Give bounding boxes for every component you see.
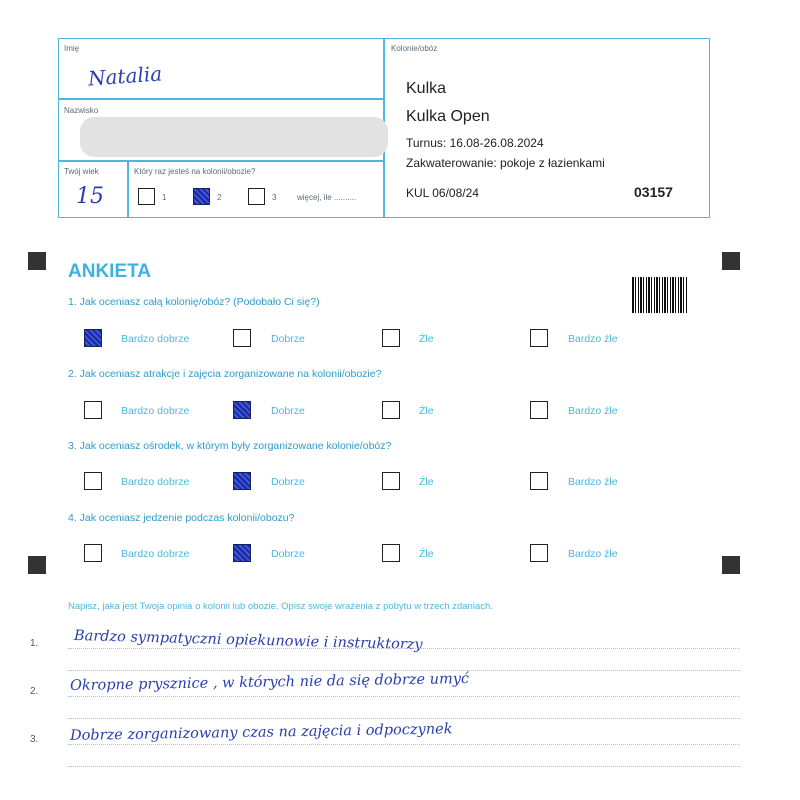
times-option-label: 3 bbox=[272, 193, 277, 202]
surname-label: Nazwisko bbox=[64, 106, 99, 115]
option-label: Dobrze bbox=[271, 548, 305, 560]
q1-option-zle[interactable] bbox=[382, 329, 400, 347]
line-number: 1. bbox=[30, 638, 39, 649]
surname-redaction bbox=[80, 117, 388, 157]
header-divider bbox=[127, 160, 129, 218]
first-name-label: Imię bbox=[64, 44, 80, 53]
question-text: 4. Jak oceniasz jedzenie podczas kolonii/obozu? bbox=[68, 512, 295, 524]
opinion-answer-1[interactable]: Bardzo sympatyczni opiekunowie i instruktorzy bbox=[73, 628, 423, 654]
times-option-label: 1 bbox=[162, 193, 167, 202]
opinion-prompt: Napisz, jaka jest Twoja opinia o kolonii lub obozie. Opisz swoje wrażenia z pobytu w trzech zdaniach. bbox=[68, 601, 493, 612]
form-number: 03157 bbox=[634, 184, 673, 200]
times-checkbox-2[interactable] bbox=[193, 188, 210, 205]
accommodation: Zakwaterowanie: pokoje z łazienkami bbox=[406, 156, 605, 170]
option-label: Bardzo dobrze bbox=[121, 548, 190, 560]
q3-option-zle[interactable] bbox=[382, 472, 400, 490]
camp-code: KUL 06/08/24 bbox=[406, 186, 479, 200]
option-label: Bardzo źle bbox=[568, 405, 618, 417]
header-divider bbox=[58, 98, 384, 100]
opinion-answer-3[interactable]: Dobrze zorganizowany czas na zajęcia i odpoczynek bbox=[69, 721, 453, 744]
q4-option-dobrze[interactable] bbox=[233, 544, 251, 562]
q2-option-bardzo-zle[interactable] bbox=[530, 401, 548, 419]
survey-title: ANKIETA bbox=[68, 261, 152, 282]
q2-option-zle[interactable] bbox=[382, 401, 400, 419]
times-option-label: 2 bbox=[217, 193, 222, 202]
option-label: Bardzo dobrze bbox=[121, 405, 190, 417]
q4-option-zle[interactable] bbox=[382, 544, 400, 562]
registration-marker bbox=[28, 556, 46, 574]
first-name-value[interactable]: Natalia bbox=[87, 61, 163, 91]
writing-line bbox=[68, 696, 740, 697]
option-label: Dobrze bbox=[271, 476, 305, 488]
registration-marker bbox=[722, 252, 740, 270]
age-value[interactable]: 15 bbox=[76, 184, 104, 209]
option-label: Bardzo źle bbox=[568, 333, 618, 345]
q1-option-bardzo-dobrze[interactable] bbox=[84, 329, 102, 347]
writing-line bbox=[68, 766, 740, 767]
registration-marker bbox=[722, 556, 740, 574]
writing-line bbox=[68, 718, 740, 719]
opinion-answer-2[interactable]: Okropne prysznice , w których nie da się dobrze umyć bbox=[69, 671, 470, 694]
times-checkbox-1[interactable] bbox=[138, 188, 155, 205]
camp-sub: Kulka Open bbox=[406, 108, 490, 125]
option-label: Źle bbox=[419, 548, 434, 560]
times-checkbox-3[interactable] bbox=[248, 188, 265, 205]
q4-option-bardzo-dobrze[interactable] bbox=[84, 544, 102, 562]
camp-name: Kulka bbox=[406, 80, 447, 97]
q4-option-bardzo-zle[interactable] bbox=[530, 544, 548, 562]
q3-option-dobrze[interactable] bbox=[233, 472, 251, 490]
option-label: Dobrze bbox=[271, 333, 305, 345]
barcode bbox=[632, 277, 687, 313]
option-label: Bardzo dobrze bbox=[121, 333, 190, 345]
times-label: Który raz jesteś na kolonii/obozie? bbox=[134, 167, 256, 176]
writing-line bbox=[68, 648, 740, 649]
line-number: 3. bbox=[30, 734, 39, 745]
option-label: Źle bbox=[419, 476, 434, 488]
question-text: 3. Jak oceniasz ośrodek, w którym były zorganizowane kolonie/obóz? bbox=[68, 440, 392, 452]
q3-option-bardzo-zle[interactable] bbox=[530, 472, 548, 490]
q3-option-bardzo-dobrze[interactable] bbox=[84, 472, 102, 490]
q2-option-bardzo-dobrze[interactable] bbox=[84, 401, 102, 419]
question-text: 2. Jak oceniasz atrakcje i zajęcia zorganizowane na kolonii/obozie? bbox=[68, 368, 382, 380]
header-divider bbox=[58, 160, 384, 162]
option-label: Dobrze bbox=[271, 405, 305, 417]
times-more-label: więcej, ile .......... bbox=[297, 193, 357, 202]
question-text: 1. Jak oceniasz całą kolonię/obóz? (Podobało Ci się?) bbox=[68, 296, 320, 308]
registration-marker bbox=[28, 252, 46, 270]
q1-option-bardzo-zle[interactable] bbox=[530, 329, 548, 347]
q2-option-dobrze[interactable] bbox=[233, 401, 251, 419]
option-label: Bardzo źle bbox=[568, 548, 618, 560]
age-label: Twój wiek bbox=[64, 167, 99, 176]
writing-line bbox=[68, 670, 740, 671]
option-label: Bardzo źle bbox=[568, 476, 618, 488]
turnus: Turnus: 16.08-26.08.2024 bbox=[406, 136, 544, 150]
option-label: Bardzo dobrze bbox=[121, 476, 190, 488]
line-number: 2. bbox=[30, 686, 39, 697]
camp-label: Kolonie/obóz bbox=[391, 44, 438, 53]
option-label: Źle bbox=[419, 333, 434, 345]
option-label: Źle bbox=[419, 405, 434, 417]
writing-line bbox=[68, 744, 740, 745]
q1-option-dobrze[interactable] bbox=[233, 329, 251, 347]
